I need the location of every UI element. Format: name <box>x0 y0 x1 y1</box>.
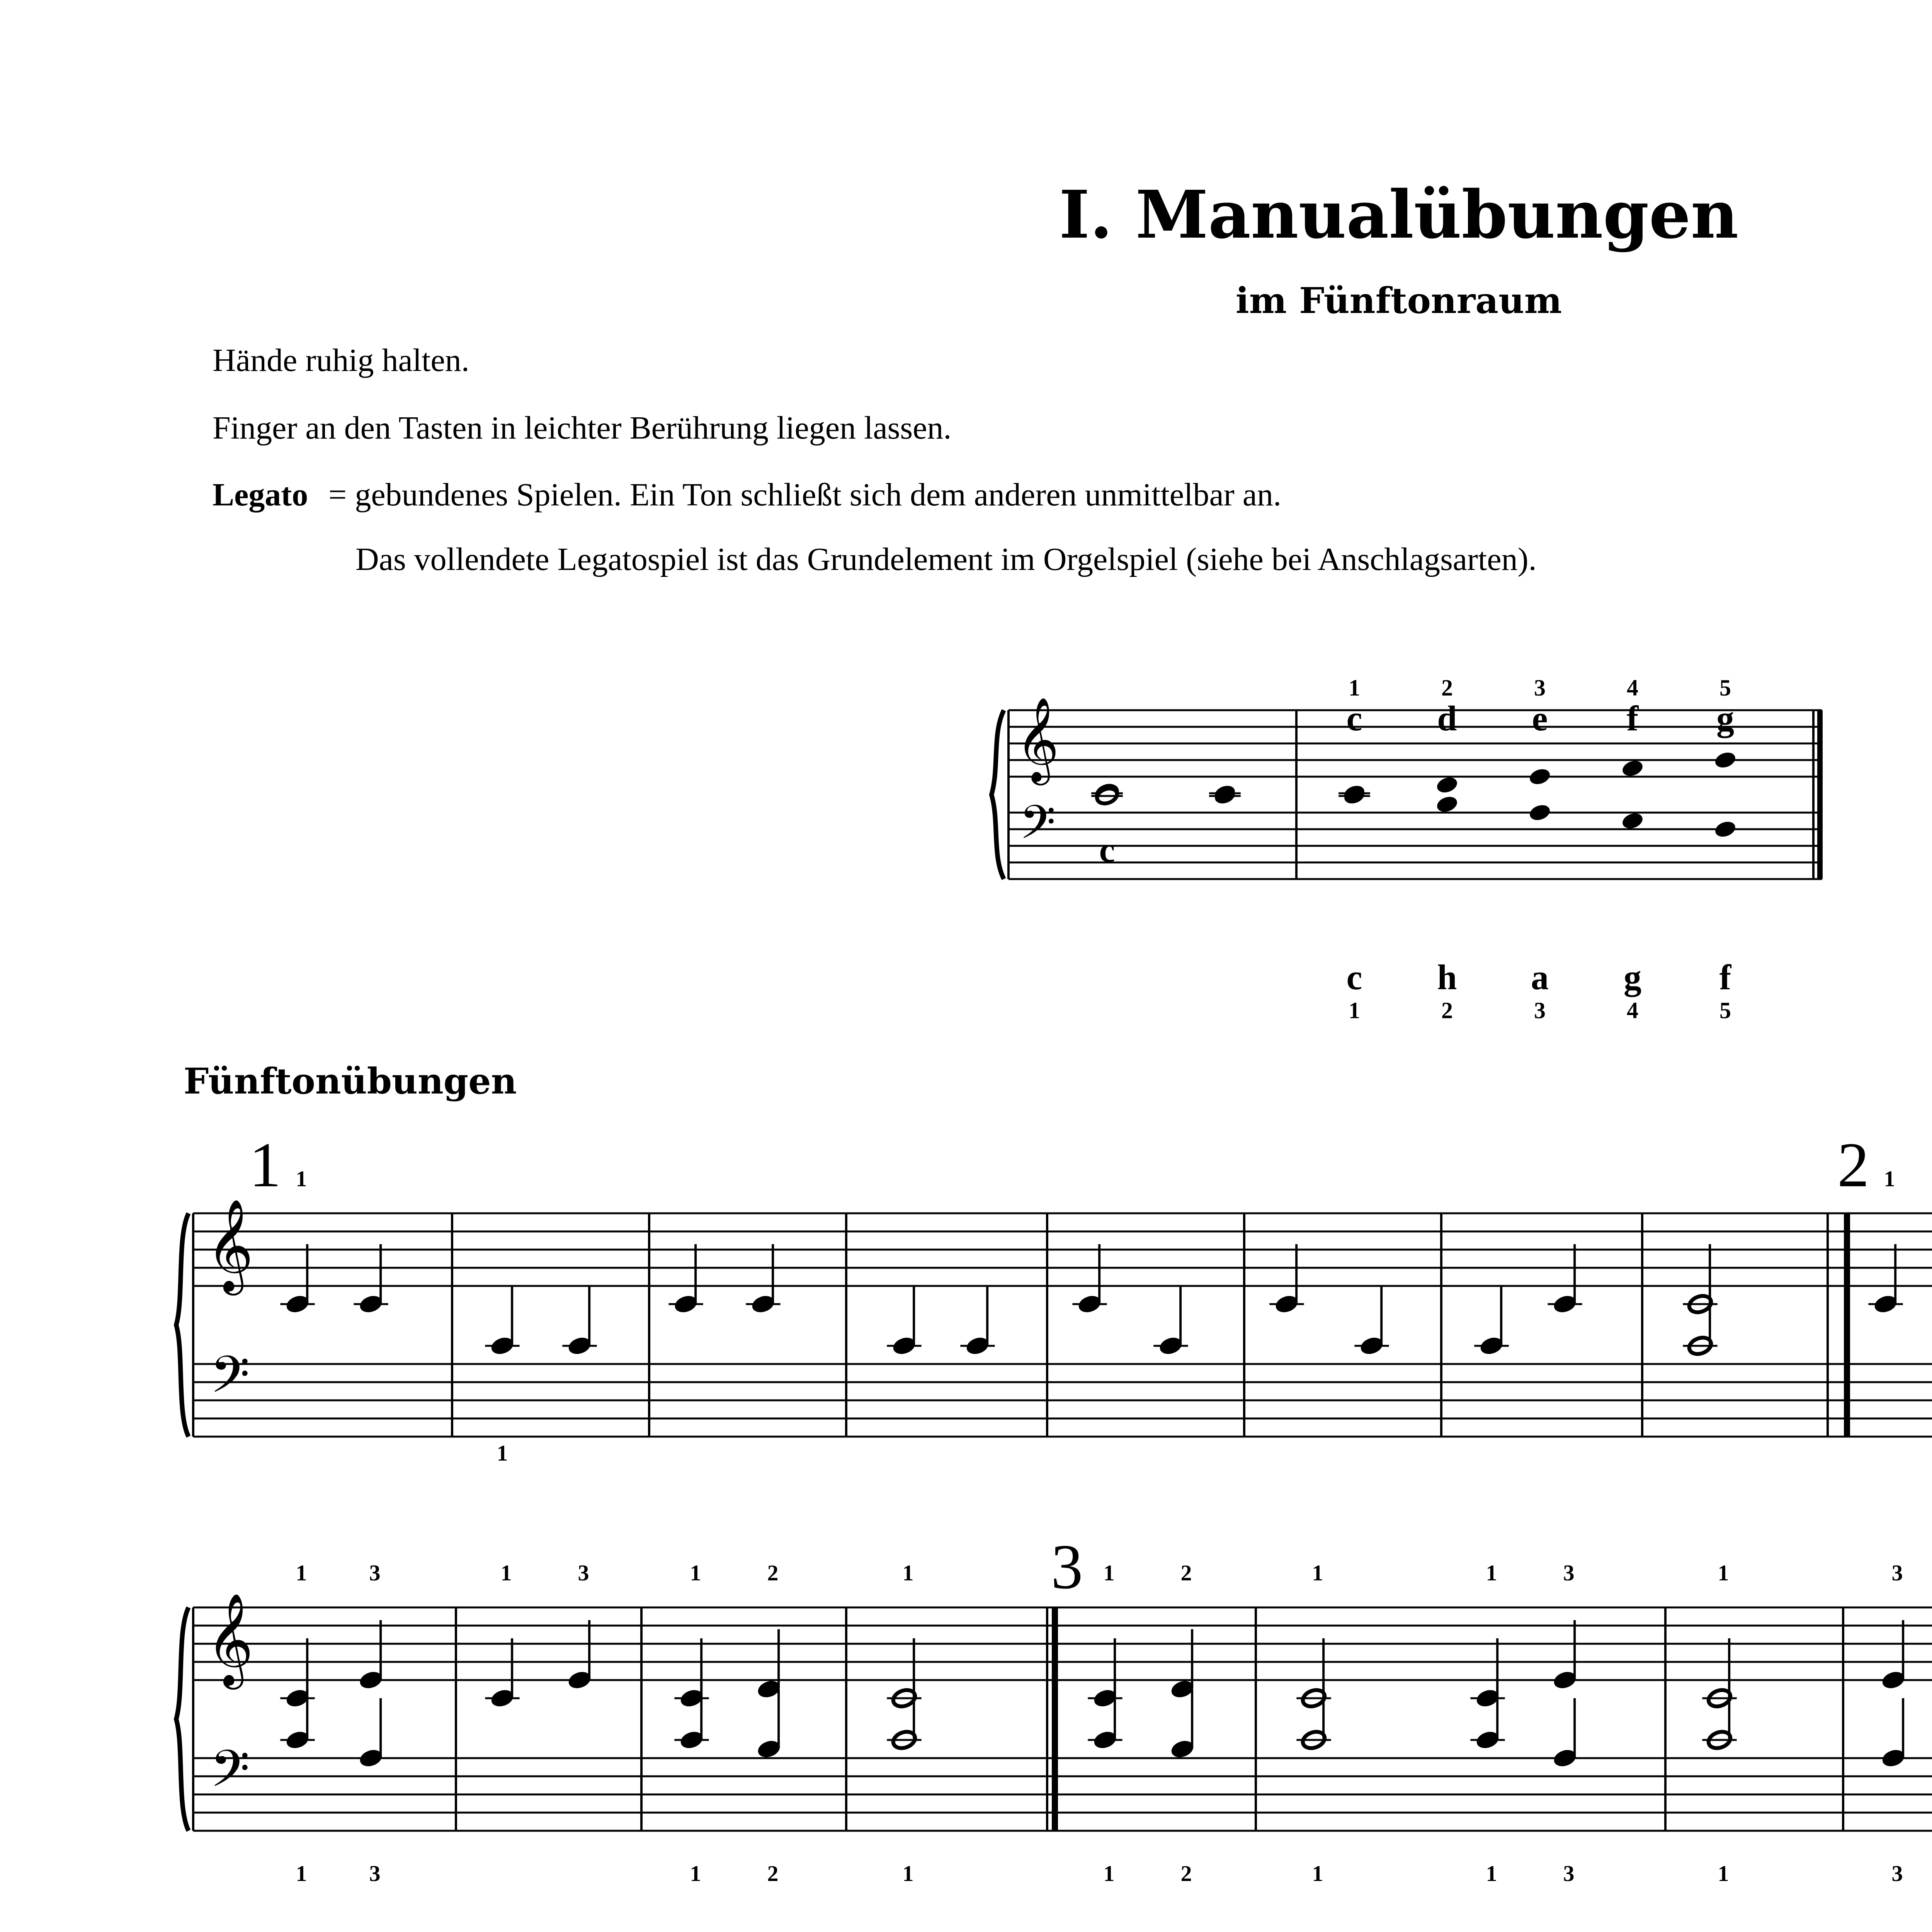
finger-number: 3 <box>369 1560 381 1585</box>
diagram-treble-note <box>1435 775 1459 795</box>
bass-clef-icon: 𝄢 <box>210 1347 250 1416</box>
bass-finger-3: 3 <box>1534 998 1546 1023</box>
exercise-number-3: 3 <box>1051 1531 1083 1602</box>
finger-number: 1 <box>497 1440 508 1466</box>
finger-number: 2 <box>1180 1861 1192 1886</box>
treble-clef-icon: 𝄞 <box>206 1595 254 1684</box>
finger-number: 1 <box>1312 1861 1323 1886</box>
treble-note-g: g <box>1716 699 1734 738</box>
bass-note-h: h <box>1437 957 1457 997</box>
finger-number: 1 <box>1103 1560 1115 1585</box>
diagram-treble-note <box>1713 750 1737 770</box>
finger-number: 1 <box>1103 1861 1115 1886</box>
treble-finger-1: 1 <box>1349 675 1360 701</box>
page-subtitle: im Fünftonraum <box>1235 280 1562 321</box>
bass-note-g: g <box>1624 957 1641 997</box>
music-notation <box>176 699 1932 1886</box>
bass-clef-icon: 𝄢 <box>1019 797 1056 860</box>
middle-c-label: c <box>1099 830 1115 869</box>
bass-note-c: c <box>1346 957 1362 997</box>
treble-note-d: d <box>1437 699 1457 738</box>
diagram-brace <box>992 710 1004 879</box>
finger-number: 3 <box>369 1861 381 1886</box>
finger-number: 3 <box>578 1560 589 1585</box>
bass-note-a: a <box>1531 957 1549 997</box>
diagram-bass-note <box>1528 803 1552 823</box>
treble-note-c: c <box>1346 699 1362 738</box>
bass-finger-2: 2 <box>1441 998 1453 1023</box>
exercise-number-1: 1 <box>249 1129 281 1200</box>
finger-number: 2 <box>1180 1560 1192 1585</box>
diagram-bass-note <box>1435 794 1459 814</box>
bass-note-f: f <box>1719 957 1731 997</box>
bass-finger-4: 4 <box>1627 998 1638 1023</box>
finger-number: 1 <box>1884 1166 1895 1191</box>
finger-number: 1 <box>1312 1560 1323 1585</box>
finger-number: 1 <box>1486 1861 1497 1886</box>
diagram-treble-note <box>1528 767 1552 787</box>
system-2-brace <box>176 1607 189 1831</box>
treble-note-e: e <box>1532 699 1548 738</box>
legato-note: Das vollendete Legatospiel ist das Grundelement im Orgelspiel (siehe bei Anschlagsarten). <box>355 541 1537 577</box>
diagram-treble-note <box>1621 758 1645 778</box>
finger-number: 1 <box>296 1166 307 1191</box>
finger-number: 1 <box>902 1861 914 1886</box>
finger-number: 2 <box>767 1861 779 1886</box>
finger-number: 3 <box>1563 1560 1575 1585</box>
exercise-number-2: 2 <box>1837 1129 1869 1200</box>
finger-number: 1 <box>1486 1560 1497 1585</box>
intro-line-2: Finger an den Tasten in leichter Berührung liegen lassen. <box>213 410 952 446</box>
treble-note-f: f <box>1626 699 1639 738</box>
finger-number: 3 <box>1891 1861 1903 1886</box>
legato-definition: = gebundenes Spielen. Ein Ton schließt sich dem anderen unmittelbar an. <box>328 477 1281 513</box>
bass-clef-icon: 𝄢 <box>210 1741 250 1810</box>
finger-number: 1 <box>1718 1560 1729 1585</box>
legato-term: Legato <box>213 477 308 513</box>
finger-number: 1 <box>296 1560 307 1585</box>
finger-number: 3 <box>1563 1861 1575 1886</box>
treble-finger-3: 3 <box>1534 675 1546 701</box>
finger-number: 1 <box>296 1861 307 1886</box>
bass-finger-5: 5 <box>1719 998 1731 1023</box>
diagram-bass-note <box>1621 811 1645 831</box>
finger-number: 1 <box>1718 1861 1729 1886</box>
treble-clef-icon: 𝄞 <box>1016 699 1059 780</box>
treble-finger-5: 5 <box>1719 675 1731 701</box>
intro-line-1: Hände ruhig halten. <box>213 342 469 378</box>
finger-number: 1 <box>690 1861 701 1886</box>
treble-finger-4: 4 <box>1627 675 1638 701</box>
page-title: I. Manualübungen <box>1059 176 1739 253</box>
diagram-bass-note <box>1713 819 1737 839</box>
treble-finger-2: 2 <box>1441 675 1453 701</box>
finger-number: 1 <box>500 1560 512 1585</box>
system-1-brace <box>176 1213 189 1437</box>
bass-finger-1: 1 <box>1349 998 1360 1023</box>
exercises-heading: Fünftonübungen <box>184 1060 517 1102</box>
finger-number: 1 <box>690 1560 701 1585</box>
treble-clef-icon: 𝄞 <box>206 1201 254 1290</box>
finger-number: 2 <box>767 1560 779 1585</box>
finger-number: 1 <box>902 1560 914 1585</box>
finger-number: 3 <box>1891 1560 1903 1585</box>
